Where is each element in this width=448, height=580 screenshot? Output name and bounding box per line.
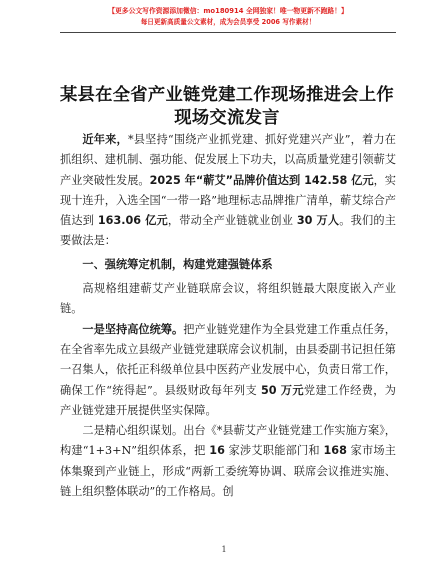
emphasis-text: 近年来，	[82, 133, 128, 146]
emphasis-text: 50 万元	[260, 383, 304, 397]
paragraph-text: 二是精心组织谋划。出台《*县蕲艾产业链党建工作实施方案》，构建“1+3+N”组织体系，把	[60, 424, 396, 458]
paragraph-text: 家涉艾职能部门和	[224, 444, 324, 458]
section-heading	[60, 255, 396, 275]
promo-banner	[60, 6, 396, 27]
document-title: 某县在全省产业链党建工作现场推进会上作现场交流发言	[59, 85, 395, 128]
paragraph-text: 把产业链党建作为全县党建工作重点任务，在全省率先成立县级产业链党建联席会议机制，由县委副书记担任第一召集人，依托正科级单位县中医药产业发展中心，负责日常工作，确保工作“统得起”。县级财政每年列支	[60, 322, 396, 397]
promo-banner-line-2: 每日更新高质量公文素材，成为会员享受 2006 写作素材！	[140, 17, 316, 26]
body-paragraph	[60, 421, 396, 502]
emphasis-text: 168	[323, 444, 347, 458]
emphasis-text: 30 万人	[296, 214, 340, 228]
paragraph-text: ，实现十连升，入选全国“一带一路”地理标志品牌推广清单，蕲艾综合产值达到	[60, 173, 396, 228]
emphasis-text: 16	[209, 444, 225, 458]
page-number: 1	[221, 545, 227, 554]
paragraph-text: 家市场主体集聚到产业链上，形成“两新工委统筹协调、联席会议推进实施、链上组织整体联动”的工作格局。创	[60, 444, 396, 499]
document-body	[60, 130, 396, 502]
body-paragraph	[60, 320, 396, 421]
paragraph-text: *县坚持“围绕产业抓党建、抓好党建兴产业”，着力在抓组织、建机制、强功能、促发展上下功夫，以高质量党建引领蕲艾产业突破性发展。	[60, 133, 396, 187]
body-paragraph	[60, 279, 396, 320]
header-rule	[60, 32, 396, 33]
promo-banner-line-1: 【更多公文写作资源添加微信：mo180914 全网独家！唯一物更新不跑路！】	[108, 7, 348, 15]
paragraph-text: 党建工作经费，为产业链党建开展提供坚实保障。	[60, 383, 396, 417]
paragraph-text: 。我们的主要做法是：	[60, 214, 396, 248]
emphasis-text: 一是坚持高位统筹。	[82, 322, 184, 336]
paragraph-text: ，带动全产业链就业创业	[167, 214, 297, 228]
emphasis-text: 一、强统筹定机制，构建党建强链体系	[82, 257, 273, 271]
emphasis-text: 2025 年“蕲艾”品牌价值达到 142.58 亿元	[149, 173, 374, 187]
paragraph-text: 高规格组建蕲艾产业链联席会议，将组织链最大限度嵌入产业链。	[60, 282, 396, 316]
body-paragraph	[60, 130, 396, 252]
emphasis-text: 163.06 亿元	[97, 214, 168, 228]
